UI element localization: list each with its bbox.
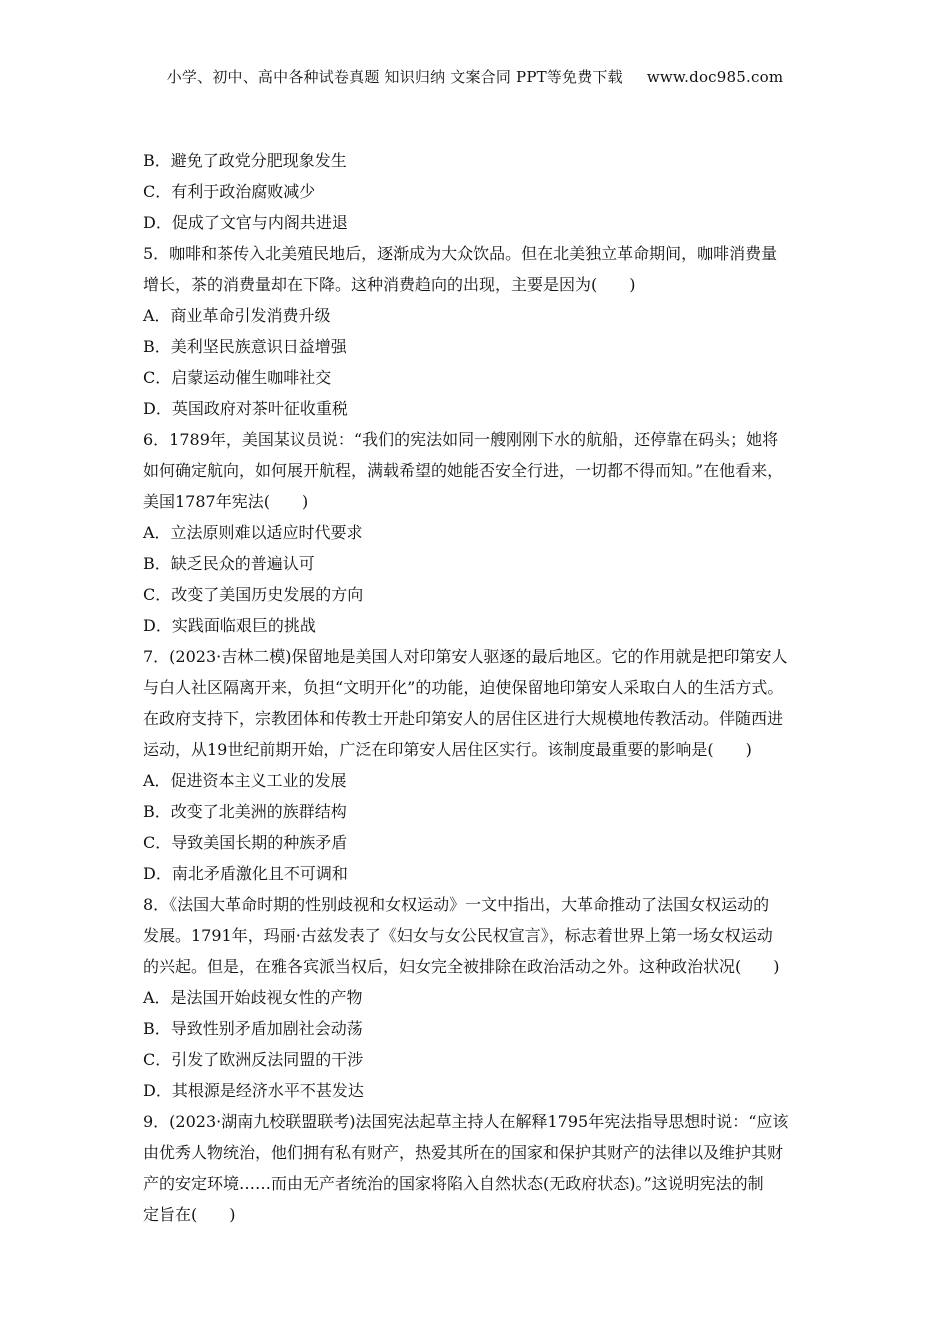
question-6-stem: 美国1787年宪法( ) xyxy=(143,492,309,511)
option-a: A．是法国开始歧视女性的产物 xyxy=(143,988,363,1007)
option-b: B．缺乏民众的普遍认可 xyxy=(143,554,315,573)
option-d: D．促成了文官与内阁共进退 xyxy=(143,213,348,232)
question-9-stem: 由优秀人物统治，他们拥有私有财产，热爱其所在的国家和保护其财产的法律以及维护其财 xyxy=(143,1143,784,1162)
question-6-stem: 如何确定航向，如何展开航程，满载希望的她能否安全行进，一切都不得而知。”在他看来， xyxy=(143,461,784,480)
option-b: B．改变了北美洲的族群结构 xyxy=(143,802,347,821)
question-5-stem: 5．咖啡和茶传入北美殖民地后，逐渐成为大众饮品。但在北美独立革命期间，咖啡消费量 xyxy=(143,244,778,263)
option-c: C．改变了美国历史发展的方向 xyxy=(143,585,364,604)
question-9-stem: 9．(2023·湖南九校联盟联考)法国宪法起草主持人在解释1795年宪法指导思想时说：“应该 xyxy=(143,1112,789,1131)
option-d: D．英国政府对茶叶征收重税 xyxy=(143,399,348,418)
option-c: C．引发了欧洲反法同盟的干涉 xyxy=(143,1050,364,1069)
option-b: B．导致性别矛盾加剧社会动荡 xyxy=(143,1019,363,1038)
question-9-stem: 定旨在( ) xyxy=(143,1205,236,1224)
header-website: www.doc985.com xyxy=(646,68,784,86)
question-text xyxy=(143,145,813,1230)
option-c: C．导致美国长期的种族矛盾 xyxy=(143,833,348,852)
question-6-stem: 6．1789年，美国某议员说：“我们的宪法如同一艘刚刚下水的航船，还停靠在码头；她将 xyxy=(143,430,779,449)
option-a: A．立法原则难以适应时代要求 xyxy=(143,523,363,542)
question-5-stem: 增长，茶的消费量却在下降。这种消费趋向的出现，主要是因为( ) xyxy=(143,275,636,294)
option-d: D．实践面临艰巨的挑战 xyxy=(143,616,316,635)
question-7-stem: 7．(2023·吉林二模)保留地是美国人对印第安人驱逐的最后地区。它的作用就是把印第安人 xyxy=(143,647,788,666)
question-9-stem: 产的安定环境……而由无产者统治的国家将陷入自然状态(无政府状态)。”这说明宪法的制 xyxy=(143,1174,764,1193)
option-d: D．其根源是经济水平不甚发达 xyxy=(143,1081,364,1100)
question-8-stem: 的兴起。但是，在雅各宾派当权后，妇女完全被排除在政治活动之外。这种政治状况( ) xyxy=(143,957,780,976)
header-description: 小学、初中、高中各种试卷真题 知识归纳 文案合同 PPT等免费下载 xyxy=(166,68,623,86)
option-b: B．美利坚民族意识日益增强 xyxy=(143,337,347,356)
option-c: C．启蒙运动催生咖啡社交 xyxy=(143,368,332,387)
page-header xyxy=(0,66,950,87)
option-a: A．促进资本主义工业的发展 xyxy=(143,771,347,790)
option-d: D．南北矛盾激化且不可调和 xyxy=(143,864,348,883)
question-7-stem: 在政府支持下，宗教团体和传教士开赴印第安人的居住区进行大规模地传教活动。伴随西进 xyxy=(143,709,784,728)
option-c: C．有利于政治腐败减少 xyxy=(143,182,316,201)
question-7-stem: 与白人社区隔离开来，负担“文明开化”的功能，迫使保留地印第安人采取白人的生活方式。 xyxy=(143,678,784,697)
question-8-stem: 发展。1791年，玛丽·古兹发表了《妇女与女公民权宣言》，标志着世界上第一场女权运动 xyxy=(143,926,773,945)
question-7-stem: 运动，从19世纪前期开始，广泛在印第安人居住区实行。该制度最重要的影响是( ) xyxy=(143,740,752,759)
question-8-stem: 8．《法国大革命时期的性别歧视和女权运动》一文中指出，大革命推动了法国女权运动的 xyxy=(143,895,770,914)
option-b: B．避免了政党分肥现象发生 xyxy=(143,151,347,170)
option-a: A．商业革命引发消费升级 xyxy=(143,306,331,325)
